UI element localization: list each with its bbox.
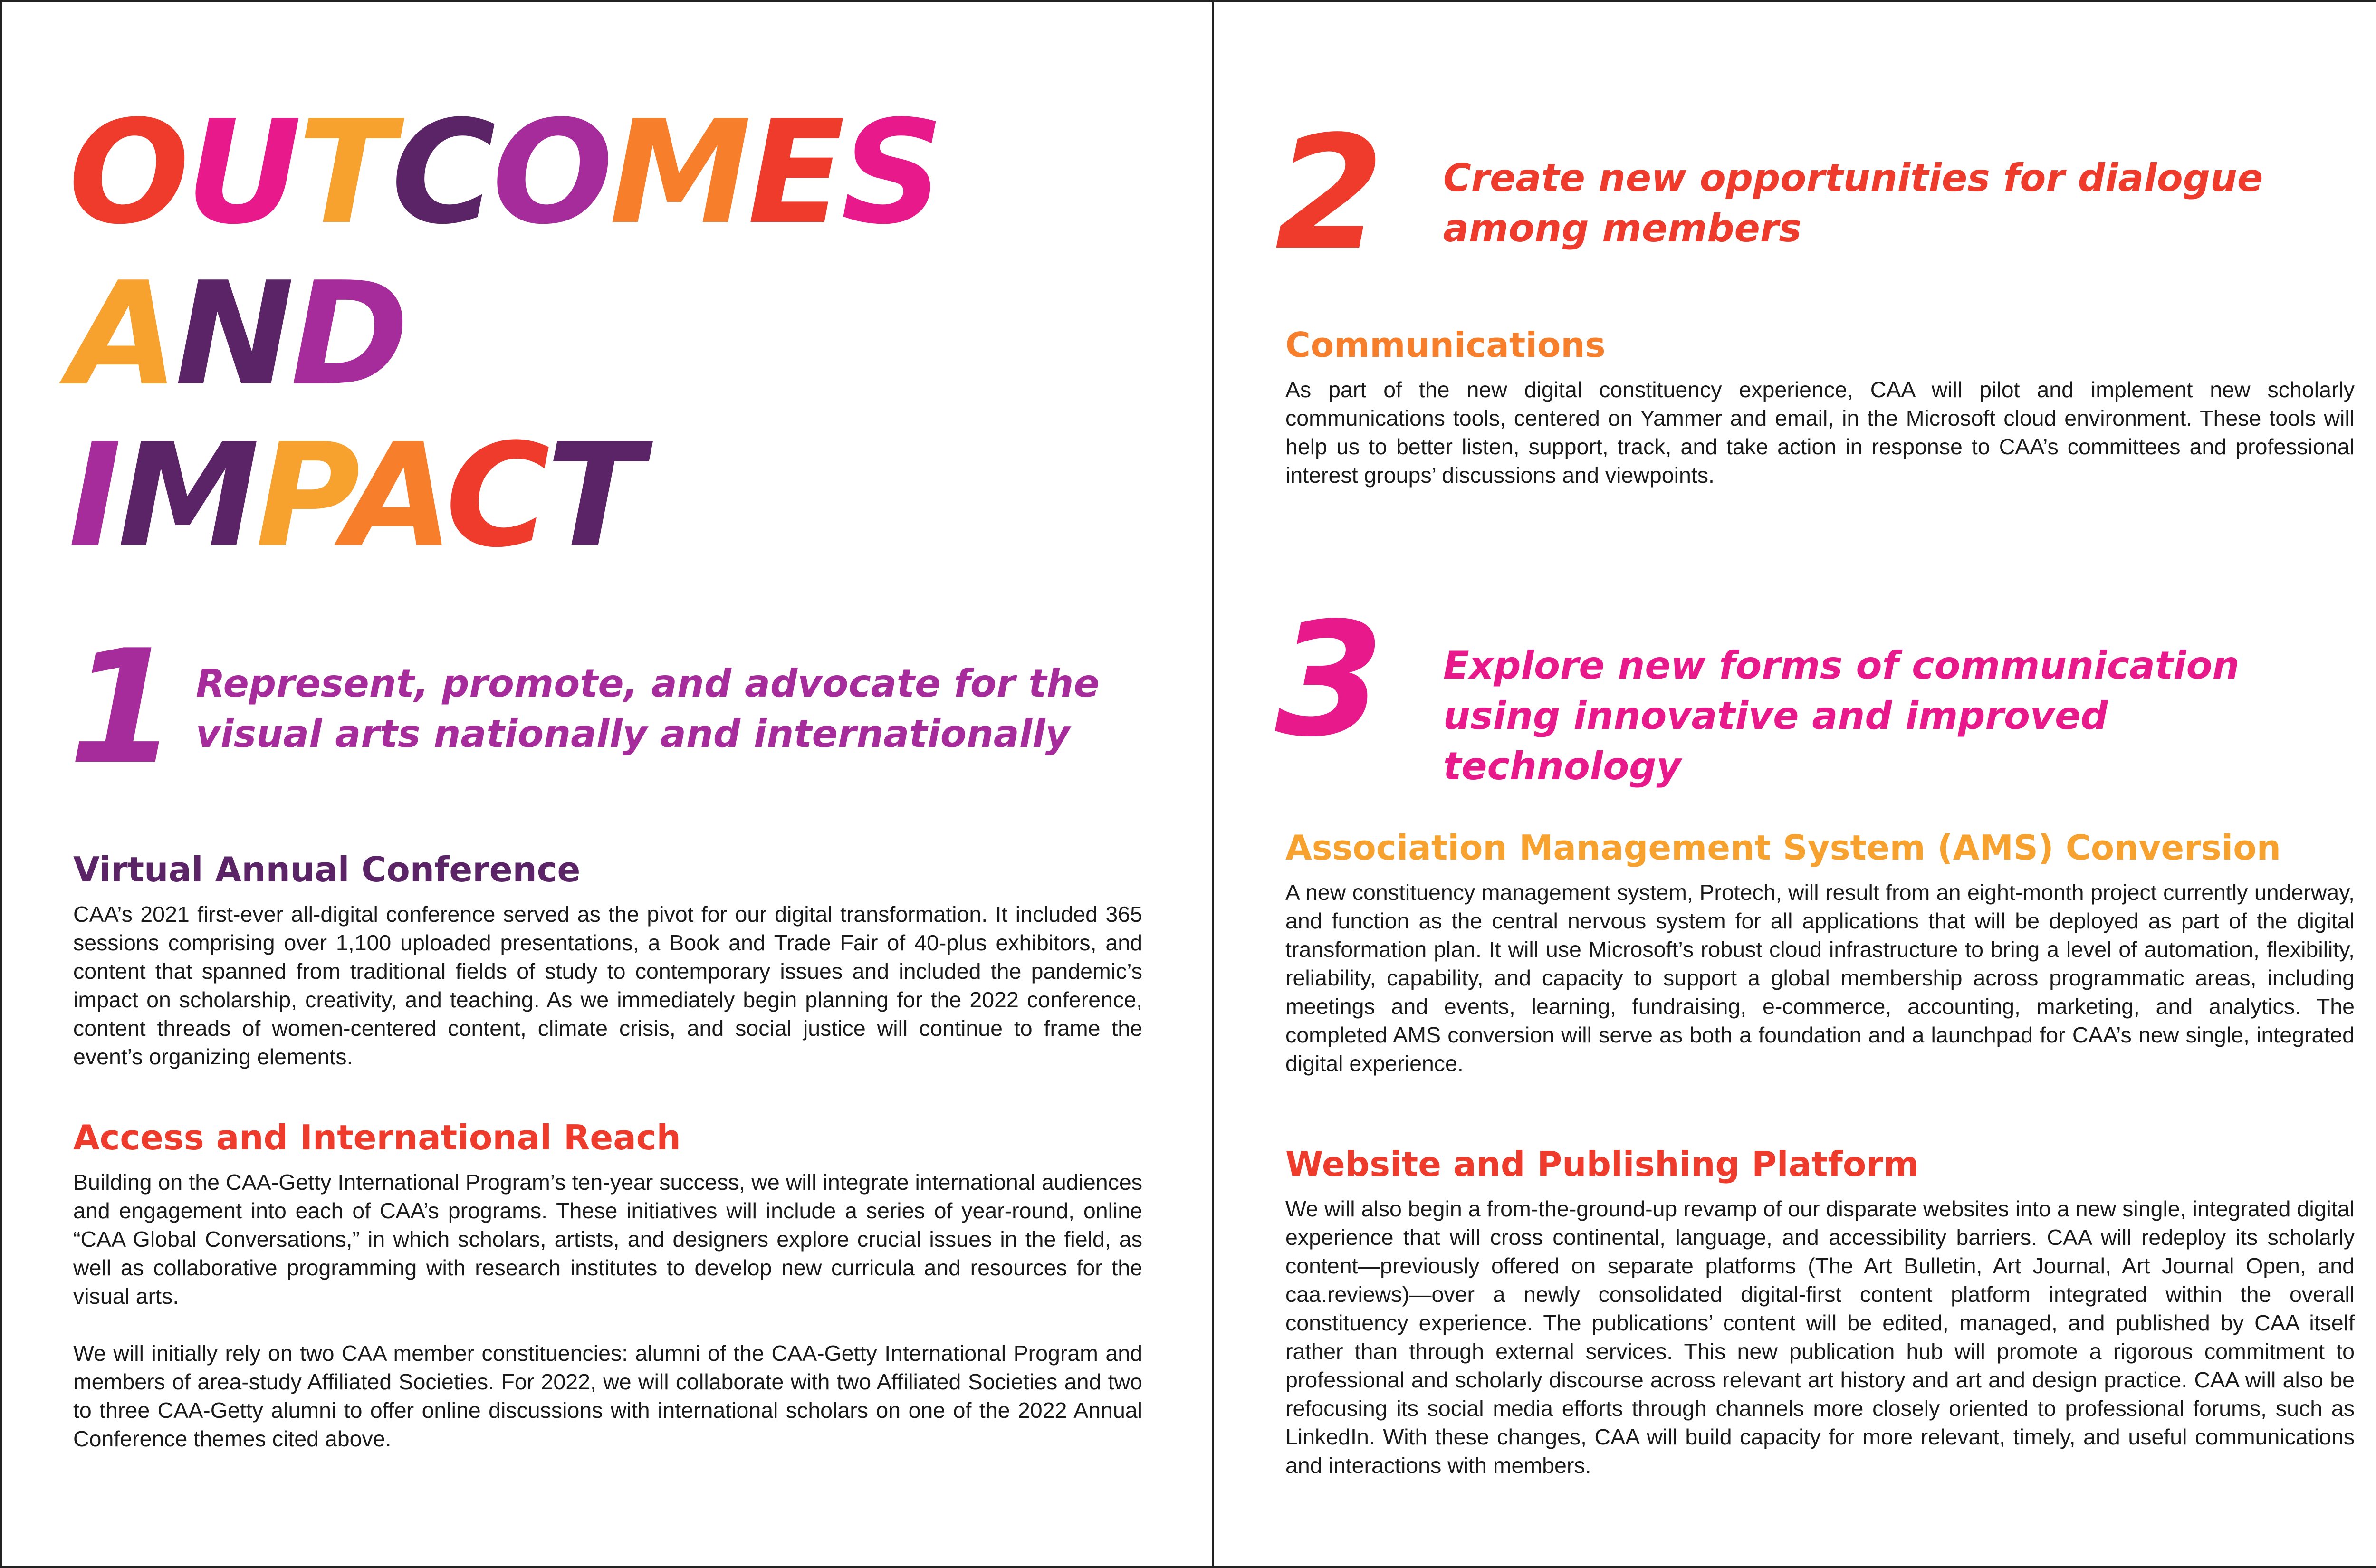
website-publishing-section xyxy=(1285,1140,2355,1480)
title-letter: M xyxy=(609,90,748,256)
goal-1-statement: Represent, promote, and advocate for the visual arts nationally and internationally xyxy=(196,661,1100,756)
title-letter: O xyxy=(492,90,610,256)
title-letter: T xyxy=(297,90,392,256)
section-heading: Virtual Annual Conference xyxy=(73,850,581,889)
section-heading: Access and International Reach xyxy=(73,1118,681,1157)
title-letter: E xyxy=(747,90,841,256)
title-letter: I xyxy=(68,413,118,579)
communications-section xyxy=(1285,321,2355,489)
goal-number-3: 3 xyxy=(1275,589,1380,771)
section-paragraph: CAA’s 2021 first-ever all-digital conference served as the pivot for our digital transformation. It included 365 sessions comprising over 1,100 uploaded presentations, a Book and Trade Fair of 40-plus exhibitors, and content that spanned from traditional fields of study to contemporary issues and included the pandemic’s impact on scholarship, creativity, and teaching. As we immediately begin planning for the 2022 conference, content threads of women-centered content, climate crisis, and social justice will continue to frame the event’s organizing elements. xyxy=(73,902,1142,1069)
title-line-outcomes xyxy=(68,92,940,254)
title-letter: T xyxy=(546,413,640,579)
access-international-reach-section xyxy=(73,1114,1142,1453)
title-line-and xyxy=(68,251,940,417)
right-page xyxy=(1212,0,2376,1568)
goal-3-statement: Explore new forms of communication using innovative and improved technology xyxy=(1443,643,2240,788)
goal-2-statement: Create new opportunities for dialogue among members xyxy=(1443,156,2263,250)
section-heading: Association Management System (AMS) Conversion xyxy=(1285,828,2281,868)
section-paragraph: We will initially rely on two CAA member constituencies: alumni of the CAA-Getty International Program and members of area-study Affiliated Societies. For 2022, we will collaborate with two Affiliated Societies and two to three CAA-Getty alumni to offer online discussions with international scholars on one of the 2022 Annual Conference themes cited above. xyxy=(73,1341,1142,1451)
section-paragraph: We will also begin a from-the-ground-up revamp of our disparate websites into a new single, integrated digital experience that will cross continental, language, and accessibility barriers. CAA will redeploy its scholarly content—previously offered on separate platforms (The Art Bulletin, Art Journal, Art Journal Open, and caa.reviews)—over a newly consolidated digital-first content platform integrated within the overall constituency experience. The publications’ content will be edited, managed, and published by CAA itself rather than through external services. This new publication hub will promote a rigorous commitment to professional and scholarly discourse across relevant art history and art and design practice. CAA will also be refocusing its social media efforts through channels more closely oriented to professional forums, such as LinkedIn. With these changes, CAA will build capacity for more relevant, timely, and useful communications and interactions with members. xyxy=(1285,1196,2355,1478)
title-letter: U xyxy=(186,90,298,256)
section-paragraph: Building on the CAA-Getty International Program’s ten-year success, we will integrate international audiences and engagement into each of CAA’s programs. These initiatives will include a series of year-round, online “CAA Global Conversations,” in which scholars, artists, and designers explore crucial issues in the field, as well as collaborative programming with research institutes to develop new curricula and resources for the visual arts. xyxy=(73,1170,1142,1309)
goal-number-1: 1 xyxy=(68,616,173,799)
title-letter: A xyxy=(68,251,175,417)
title-letter: A xyxy=(343,413,446,579)
title-letter: N xyxy=(175,251,291,417)
title-letter: C xyxy=(391,90,492,256)
ams-conversion-section xyxy=(1285,824,2355,1078)
title-letter: S xyxy=(841,90,940,256)
title-letter: O xyxy=(68,90,186,256)
title-letter: P xyxy=(256,413,344,579)
title-letter: D xyxy=(290,251,405,417)
outcomes-and-impact-title xyxy=(68,92,940,577)
title-line-impact xyxy=(68,415,940,577)
section-heading: Communications xyxy=(1285,325,1606,365)
section-heading: Website and Publishing Platform xyxy=(1285,1144,1919,1184)
title-letter: C xyxy=(445,413,546,579)
virtual-annual-conference-section xyxy=(73,846,1142,1071)
section-paragraph: As part of the new digital constituency experience, CAA will pilot and implement new scholarly communications tools, centered on Yammer and email, in the Microsoft cloud environment. These tools will help us to better listen, support, track, and take action in response to CAA’s committees and professional interest groups’ discussions and viewpoints. xyxy=(1285,377,2355,488)
title-letter: M xyxy=(117,413,256,579)
goal-number-2: 2 xyxy=(1275,102,1380,285)
section-paragraph: A new constituency management system, Protech, will result from an eight-month project currently underway, and function as the central nervous system for all applications that will be deployed as part of the digital transformation plan. It will use Microsoft’s robust cloud infrastructure to bring a level of automation, flexibility, reliability, capability, and capacity to support a global membership across programmatic areas, including meetings and events, learning, fundraising, e-commerce, accounting, marketing, and analytics. The completed AMS conversion will serve as both a foundation and a launchpad for CAA’s new single, integrated digital experience. xyxy=(1285,880,2355,1076)
